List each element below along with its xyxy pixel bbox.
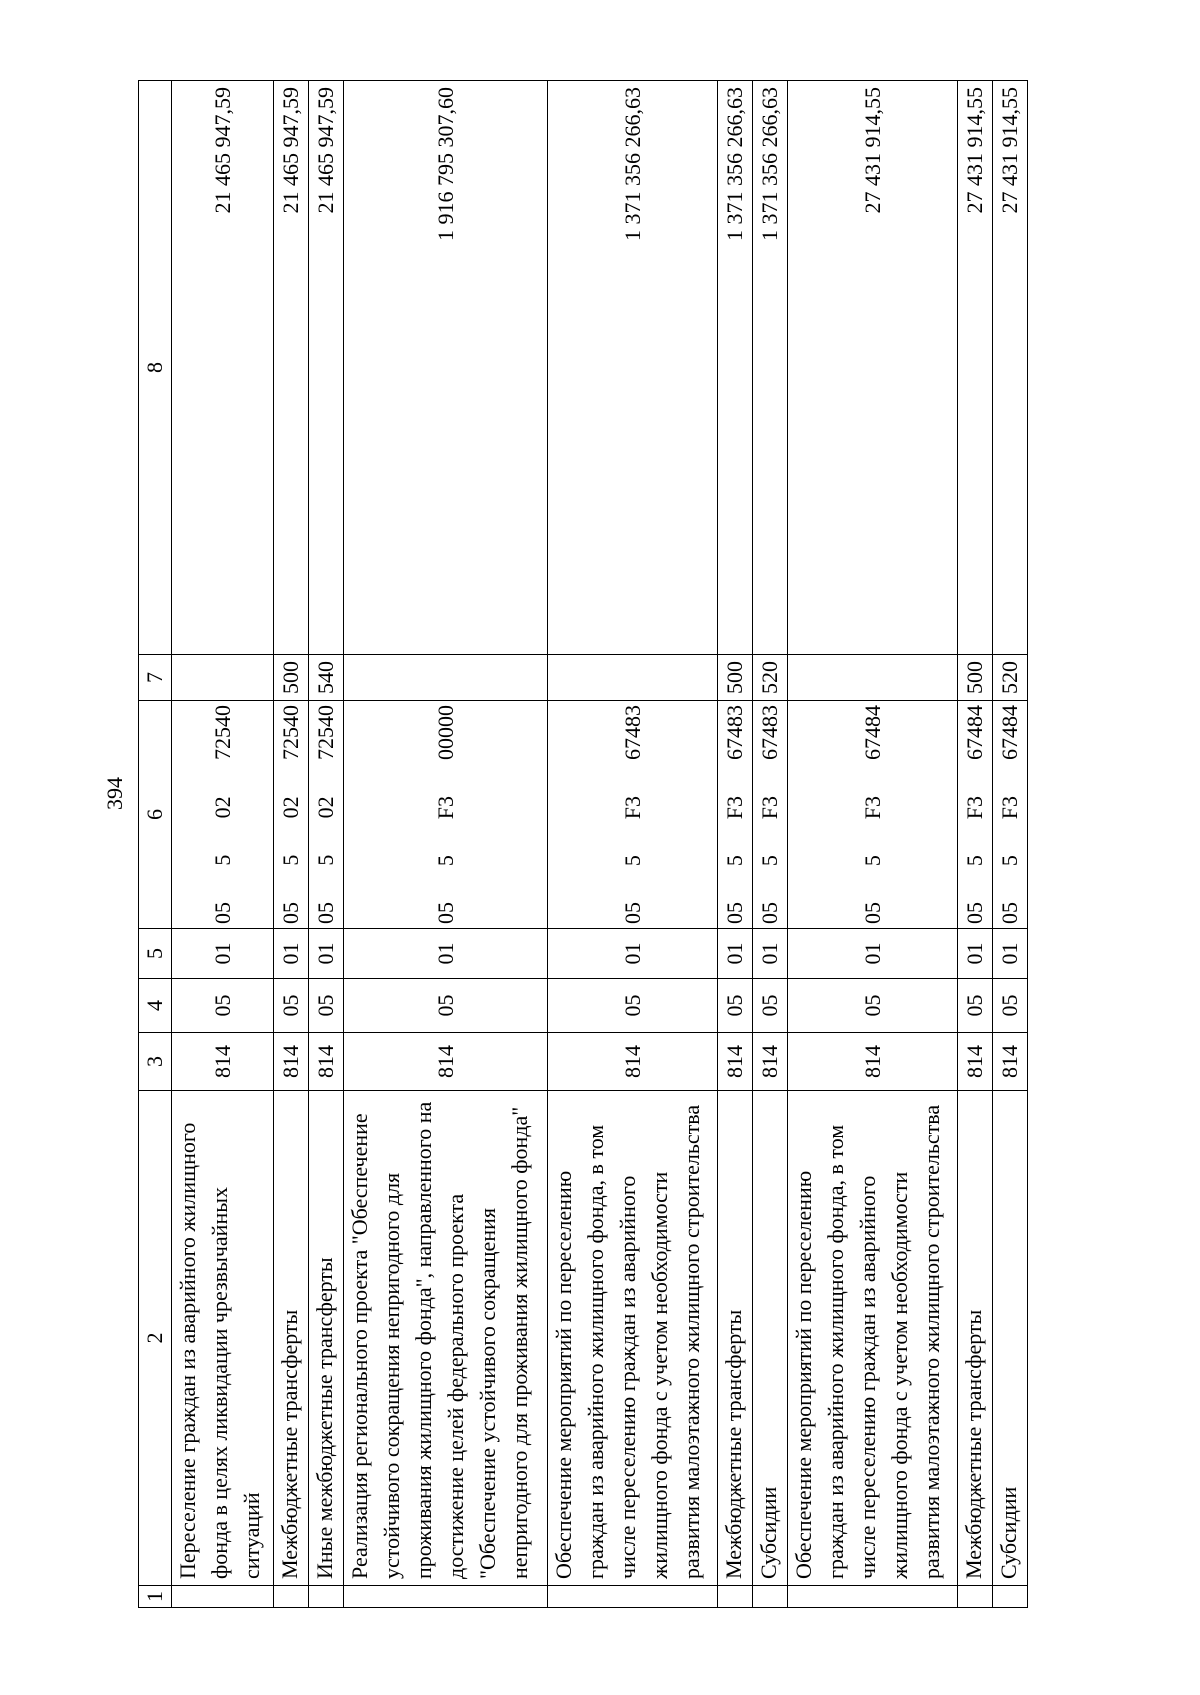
row-section-code: 05	[718, 979, 753, 1033]
row-target-article	[171, 701, 274, 929]
header-col-3: 3	[139, 1033, 172, 1091]
row-expense-type: 500	[274, 655, 309, 701]
row-expense-type: 500	[958, 655, 993, 701]
row-target-article	[344, 701, 548, 929]
row-amount: 27 431 914,55	[958, 81, 993, 655]
target-article-part: 5	[619, 855, 645, 867]
row-name: Субсидии	[753, 1091, 788, 1586]
target-article-parts	[959, 705, 991, 924]
row-expense-type	[788, 655, 958, 701]
target-article-part: 05	[432, 902, 458, 924]
row-amount: 27 431 914,55	[993, 81, 1028, 655]
target-article-part: 00000	[432, 705, 458, 761]
target-article-part: F3	[962, 795, 988, 820]
target-article-part: 05	[962, 902, 988, 924]
target-article-part: 5	[209, 854, 235, 866]
target-article-part: F3	[722, 795, 748, 820]
row-index-cell	[718, 1586, 753, 1608]
target-article-part: 05	[278, 902, 304, 924]
target-article-part: 67483	[619, 705, 645, 761]
row-subsection-code: 01	[753, 929, 788, 979]
row-amount: 1 371 356 266,63	[718, 81, 753, 655]
row-target-article	[788, 701, 958, 929]
target-article-part: 02	[209, 796, 235, 819]
row-admin-code: 814	[718, 1033, 753, 1091]
table-row	[309, 81, 344, 1608]
header-col-1: 1	[139, 1586, 172, 1608]
target-article-part: 05	[997, 902, 1023, 924]
row-name: Межбюджетные трансферты	[718, 1091, 753, 1586]
row-admin-code: 814	[958, 1033, 993, 1091]
row-index-cell	[958, 1586, 993, 1608]
row-section-code: 05	[548, 979, 718, 1033]
row-subsection-code: 01	[309, 929, 344, 979]
row-index-cell	[993, 1586, 1028, 1608]
header-col-2: 2	[139, 1091, 172, 1586]
target-article-parts	[310, 705, 342, 924]
target-article-part: F3	[619, 795, 645, 820]
row-target-article	[993, 701, 1028, 929]
target-article-part: 05	[859, 902, 885, 924]
row-amount: 27 431 914,55	[788, 81, 958, 655]
row-name: Переселение граждан из аварийного жилищного фонда в целях ликвидации чрезвычайных ситуаций	[171, 1091, 274, 1586]
target-article-parts	[994, 705, 1026, 924]
table-row	[548, 81, 718, 1608]
row-target-article	[718, 701, 753, 929]
target-article-part: 5	[313, 854, 339, 866]
target-article-part: 05	[722, 902, 748, 924]
target-article-part: 67483	[757, 705, 783, 761]
table-row	[788, 81, 958, 1608]
row-admin-code: 814	[309, 1033, 344, 1091]
table-row	[718, 81, 753, 1608]
row-expense-type: 540	[309, 655, 344, 701]
row-index-cell	[171, 1586, 274, 1608]
row-amount: 21 465 947,59	[309, 81, 344, 655]
row-admin-code: 814	[344, 1033, 548, 1091]
row-section-code: 05	[993, 979, 1028, 1033]
row-name: Обеспечение мероприятий по переселению граждан из аварийного жилищного фонда, в том числе переселению граждан из аварийного жилищного фонда с учетом необходимости развития малоэтажного жилищного строительства	[548, 1091, 718, 1586]
row-section-code: 05	[171, 979, 274, 1033]
row-admin-code: 814	[274, 1033, 309, 1091]
row-section-code: 05	[309, 979, 344, 1033]
target-article-part: 05	[209, 902, 235, 924]
table-row	[344, 81, 548, 1608]
row-name: Реализация регионального проекта "Обеспечение устойчивого сокращения непригодного для проживания жилищного фонда", направленного на достижение целей федерального проекта "Обеспечение устойчивого сокращения непригодного для проживания жилищного фонда"	[344, 1091, 548, 1586]
row-target-article	[548, 701, 718, 929]
target-article-part: 72540	[278, 705, 304, 761]
header-col-5: 5	[139, 929, 172, 979]
row-section-code: 05	[788, 979, 958, 1033]
target-article-parts	[617, 705, 649, 924]
row-index-cell	[309, 1586, 344, 1608]
row-name: Межбюджетные трансферты	[958, 1091, 993, 1586]
header-col-6: 6	[139, 701, 172, 929]
row-amount: 1 916 795 307,60	[344, 81, 548, 655]
target-article-part: 5	[997, 855, 1023, 867]
target-article-parts	[207, 705, 239, 924]
row-amount: 21 465 947,59	[171, 81, 274, 655]
row-target-article	[309, 701, 344, 929]
target-article-parts	[857, 705, 889, 924]
row-name: Межбюджетные трансферты	[274, 1091, 309, 1586]
row-target-article	[958, 701, 993, 929]
row-expense-type: 520	[753, 655, 788, 701]
row-amount: 1 371 356 266,63	[548, 81, 718, 655]
target-article-part: 5	[962, 855, 988, 867]
target-article-part: 5	[859, 855, 885, 867]
row-expense-type	[171, 655, 274, 701]
target-article-part: 5	[757, 855, 783, 867]
target-article-part: 67484	[859, 705, 885, 761]
row-admin-code: 814	[993, 1033, 1028, 1091]
row-index-cell	[344, 1586, 548, 1608]
header-col-7: 7	[139, 655, 172, 701]
rotated-table-container	[138, 80, 1028, 1608]
target-article-part: 67484	[997, 705, 1023, 761]
target-article-parts	[719, 705, 751, 924]
row-subsection-code: 01	[718, 929, 753, 979]
row-section-code: 05	[958, 979, 993, 1033]
row-subsection-code: 01	[274, 929, 309, 979]
row-admin-code: 814	[548, 1033, 718, 1091]
table-row	[753, 81, 788, 1608]
row-expense-type	[548, 655, 718, 701]
row-name: Обеспечение мероприятий по переселению граждан из аварийного жилищного фонда, в том числе переселению граждан из аварийного жилищного фонда с учетом необходимости развития малоэтажного жилищного строительства	[788, 1091, 958, 1586]
target-article-part: 05	[757, 902, 783, 924]
row-subsection-code: 01	[788, 929, 958, 979]
table-row	[993, 81, 1028, 1608]
row-section-code: 05	[753, 979, 788, 1033]
target-article-part: F3	[859, 795, 885, 820]
target-article-part: 02	[278, 796, 304, 819]
row-admin-code: 814	[171, 1033, 274, 1091]
row-admin-code: 814	[753, 1033, 788, 1091]
row-amount: 21 465 947,59	[274, 81, 309, 655]
target-article-part: 5	[722, 855, 748, 867]
row-index-cell	[788, 1586, 958, 1608]
row-admin-code: 814	[788, 1033, 958, 1091]
row-amount: 1 371 356 266,63	[753, 81, 788, 655]
row-index-cell	[548, 1586, 718, 1608]
target-article-part: F3	[432, 795, 458, 820]
row-expense-type: 500	[718, 655, 753, 701]
target-article-parts	[275, 705, 307, 924]
target-article-part: 05	[313, 902, 339, 924]
target-article-part: F3	[757, 795, 783, 820]
row-subsection-code: 01	[958, 929, 993, 979]
row-expense-type: 520	[993, 655, 1028, 701]
target-article-part: 05	[619, 902, 645, 924]
header-col-4: 4	[139, 979, 172, 1033]
row-target-article	[753, 701, 788, 929]
target-article-part: 02	[313, 796, 339, 819]
row-index-cell	[274, 1586, 309, 1608]
target-article-part: 72540	[313, 705, 339, 761]
table-row	[958, 81, 993, 1608]
page-number: 394	[102, 777, 127, 810]
row-section-code: 05	[274, 979, 309, 1033]
target-article-part: 67484	[962, 705, 988, 761]
header-col-8: 8	[139, 81, 172, 655]
row-name: Субсидии	[993, 1091, 1028, 1586]
header-row	[139, 81, 172, 1608]
row-expense-type	[344, 655, 548, 701]
target-article-parts	[754, 705, 786, 924]
row-name: Иные межбюджетные трансферты	[309, 1091, 344, 1586]
table-row	[274, 81, 309, 1608]
target-article-part: 5	[278, 854, 304, 866]
table-row	[171, 81, 274, 1608]
row-subsection-code: 01	[993, 929, 1028, 979]
row-index-cell	[753, 1586, 788, 1608]
table-body	[171, 81, 1027, 1608]
row-subsection-code: 01	[344, 929, 548, 979]
target-article-parts	[430, 705, 462, 924]
budget-table	[138, 80, 1028, 1608]
row-target-article	[274, 701, 309, 929]
row-section-code: 05	[344, 979, 548, 1033]
target-article-part: 72540	[209, 705, 235, 761]
row-subsection-code: 01	[171, 929, 274, 979]
target-article-part: 67483	[722, 705, 748, 761]
target-article-part: 5	[432, 855, 458, 867]
target-article-part: F3	[997, 795, 1023, 820]
row-subsection-code: 01	[548, 929, 718, 979]
